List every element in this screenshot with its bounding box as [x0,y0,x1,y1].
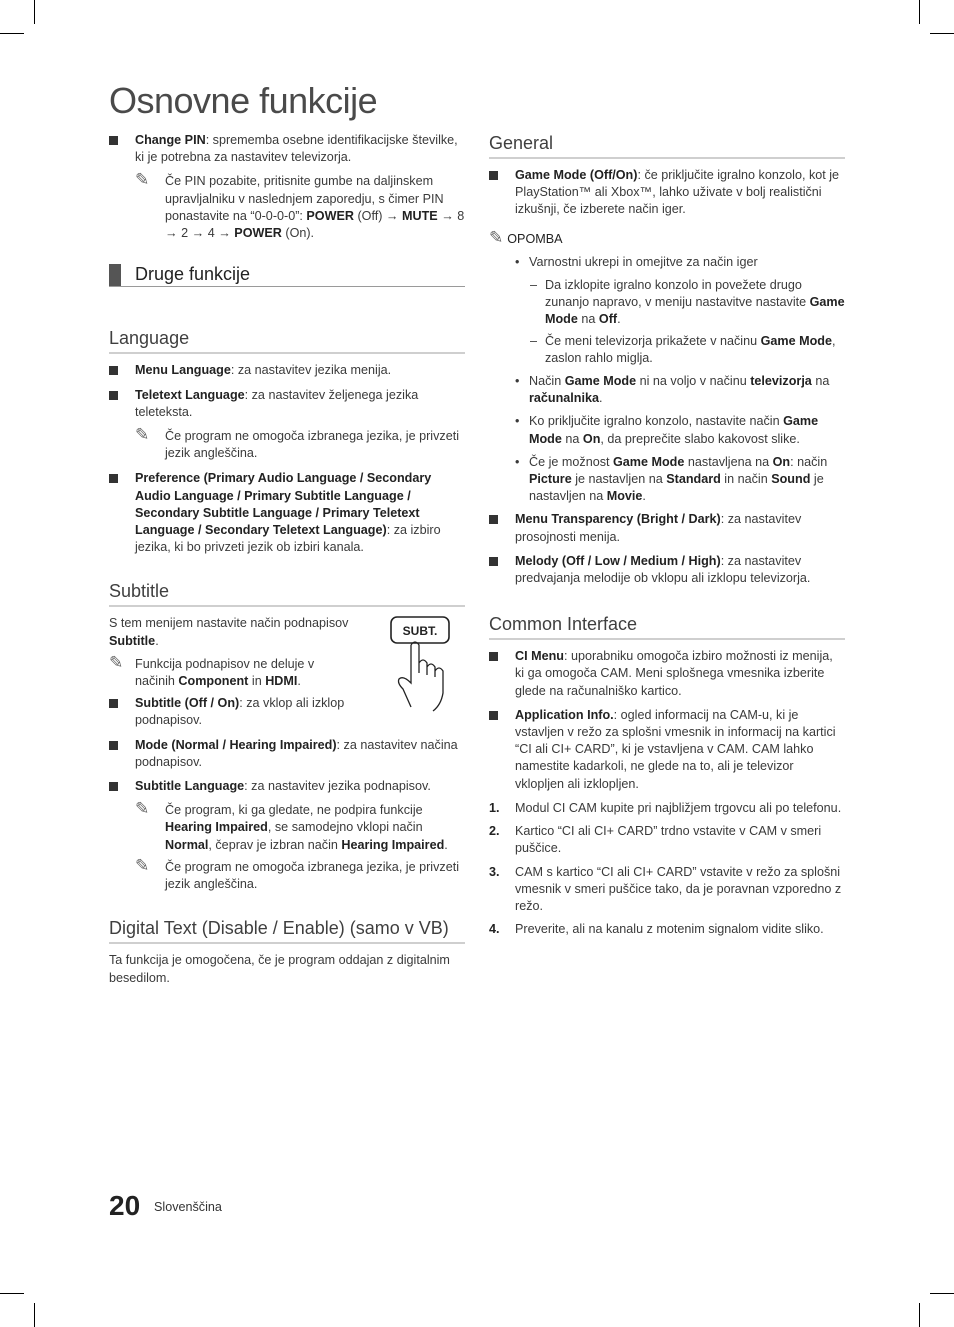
note-dot-3: • Ko priključite igralno konzolo, nastavite način Game Mode na On, da preprečite slabo kakovost slike. [489,413,845,447]
note-pencil-icon: ✎ [109,652,124,672]
subtitle-onoff-item: Subtitle (Off / On): za vklop ali izklop podnapisov. [109,695,355,729]
digital-text-body: Ta funkcija je omogočena, če je program oddajan z digitalnim besedilom. [109,953,450,985]
subtitle-heading: Subtitle [109,580,465,607]
note-pencil-icon: ✎ [135,170,150,190]
menu-transparency-item: Menu Transparency (Bright / Dark): za nastavitev prosojnosti menija. [489,511,845,545]
subtitle-note-1: ✎ Funkcija podnapisov ne deluje v načinih Component in HDMI. [109,652,315,689]
right-column [489,132,845,944]
change-pin-note: ✎ Če PIN pozabite, pritisnite gumbe na daljinskem upravljalniku v naslednjem zaporedju, s čimer PIN ponastavite na “0-0-0-0”: POWER (Off) → MUTE → 8 → 2 → 4 → POWER (On). [135,170,465,241]
note-dash-2: – Če meni televizorja prikažete v načinu Game Mode, zaslon rahlo miglja. [489,333,845,367]
crop-mark [919,1303,920,1327]
note-pencil-icon: ✎ [135,855,150,875]
common-interface-heading: Common Interface [489,613,845,640]
ci-step: 4. Preverite, ali na kanalu z motenim signalom vidite sliko. [489,922,824,937]
crop-mark [0,33,24,34]
menu-language-item: Menu Language: za nastavitev jezika menija. [109,362,465,379]
page-number: 20 [109,1190,141,1221]
note-dot-2: • Način Game Mode ni na voljo v načinu televizorja na računalnika. [489,373,845,407]
ci-step: 2. Kartico “CI ali CI+ CARD” trdno vstavite v CAM v smeri puščice. [489,824,822,856]
crop-mark [930,33,954,34]
subtitle-note-2: ✎ Če program, ki ga gledate, ne podpira funkcije Hearing Impaired, se samodejno vklopi način Normal, čeprav je izbran način Hearing Impaired. [135,799,448,852]
ci-step: 1. Modul CI CAM kupite pri najbližjem trgovcu ali po telefonu. [489,800,842,815]
preference-item: Preference (Primary Audio Language / Secondary Audio Language / Primary Subtitle Language / Secondary Subtitle Language / Primary Teletext Language / Secondary Teletext Language): za izbiro jezika, ki bo privzeti jezik ob izbiri kanala. [109,470,465,556]
crop-mark [0,1293,24,1294]
note-pencil-icon: ✎ [135,799,150,819]
note-dash-1: – Da izklopite igralno konzolo in povežete drugo zunanjo napravo, v meniju nastavitve nastavite Game Mode na Off. [489,277,845,329]
teletext-language-item: Teletext Language: za nastavitev željenega jezika teleteksta. [109,387,465,421]
game-mode-item: Game Mode (Off/On): če priključite igralno konzolo, kot je PlayStation™ ali Xbox™, lahko uživate v bolj realistični izkušnji, če izberete način iger. [489,167,845,219]
ci-step: 3. CAM s kartico “CI ali CI+ CARD” vstavite v režo za splošni vmesnik v smeri puščice tako, da je poravnan vzporedno z režo. [489,864,842,913]
language-heading: Language [109,327,465,354]
application-info-item: Application Info.: ogled informacij na CAM-u, ki je vstavljen v režo za splošni vmesnik in informacij na kartici “CI ali CI+ CARD”, ki je vstavljena v CAM. CAM lahko namestite kadarkoli, ne glede na to, ali je televizor vklopljen ali izklopljen. [489,707,845,793]
subtitle-mode-item: Mode (Normal / Hearing Impaired): za nastavitev načina podnapisov. [109,737,465,771]
crop-mark [930,1293,954,1294]
note-dot-1: • Varnostni ukrepi in omejitve za način iger [489,254,845,271]
left-column [109,132,465,993]
general-heading: General [489,132,845,159]
druge-funkcije-header: Druge funkcije [109,264,465,287]
melody-item: Melody (Off / Low / Medium / High): za nastavitev predvajanja melodije ob vklopu ali izklopu televizorja. [489,553,845,587]
subtitle-language-item: Subtitle Language: za nastavitev jezika podnapisov. [109,778,465,795]
note-pencil-icon: ✎ [489,227,504,247]
note-dot-4: • Če je možnost Game Mode nastavljena na On: način Picture je nastavljen na Standard in način Sound je nastavljen na Movie. [489,454,845,506]
subt-button-label: SUBT. [402,624,438,639]
footer-language: Slovenščina [154,1200,222,1214]
teletext-note: ✎ Če program ne omogoča izbranega jezika, je privzeti jezik angleščina. [135,425,460,461]
crop-mark [34,1303,35,1327]
note-pencil-icon: ✎ [135,425,150,445]
page-title: Osnovne funkcije [109,80,378,121]
remote-hand-icon [389,615,465,715]
subtitle-intro: S tem menijem nastavite način podnapisov Subtitle. [109,616,349,648]
subtitle-note-3: ✎ Če program ne omogoča izbranega jezika, je privzeti jezik angleščina. [135,855,460,892]
subtitle-block [109,615,465,729]
ci-menu-item: CI Menu: uporabniku omogoča izbiro možnosti iz menija, ki ga omogoča CAM. Meni splošnega vmesnika izberite glede na računalniško kartico. [489,648,845,700]
change-pin-item: Change PIN: sprememba osebne identifikacijske številke, ki je potrebna za nastavitev televizorja. [109,132,465,166]
digital-text-heading: Digital Text (Disable / Enable) (samo v VB) [109,917,465,944]
crop-mark [34,0,35,24]
opomba-label: ✎ OPOMBA [489,227,563,247]
crop-mark [919,0,920,24]
section-marker [109,264,121,286]
